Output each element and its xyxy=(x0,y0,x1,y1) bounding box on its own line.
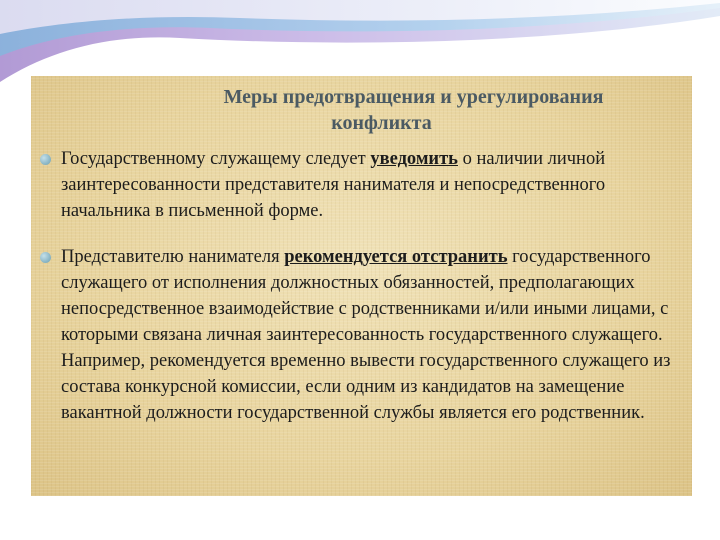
bullet-emphasis: рекомендуется отстранить xyxy=(284,247,508,267)
bullet-dot-icon xyxy=(40,154,51,165)
bullet-text-start: Государственному служащему следует xyxy=(61,149,371,169)
bullet-list xyxy=(40,146,680,426)
bullet-item xyxy=(40,146,680,224)
bullet-text-end: о наличии личной заинтересованности представителя нанимателя и непосредственного начальника в письменной форме. xyxy=(61,149,606,221)
bullet-item xyxy=(40,244,680,426)
bullet-text-start: Представителю нанимателя xyxy=(61,247,285,267)
slide-title xyxy=(31,84,692,136)
slide-title-line-2: конфликта xyxy=(331,112,432,134)
slide-title-line-1: Меры предотвращения и урегулирования xyxy=(223,86,604,108)
bullet-dot-icon xyxy=(40,252,51,263)
bullet-emphasis: уведомить xyxy=(370,149,458,169)
bullet-text-end: государственного служащего от исполнения должностных обязанностей, предполагающих непосредственное взаимодействие с родственниками и/или иными лицами, с которыми связана личная заинтересованность государственного служащего. Например, рекомендуется временно вывести государственного служащего из состава конкурсной комиссии, если одним из кандидатов на замещение вакантной должности государственной службы является его родственник. xyxy=(61,247,671,423)
